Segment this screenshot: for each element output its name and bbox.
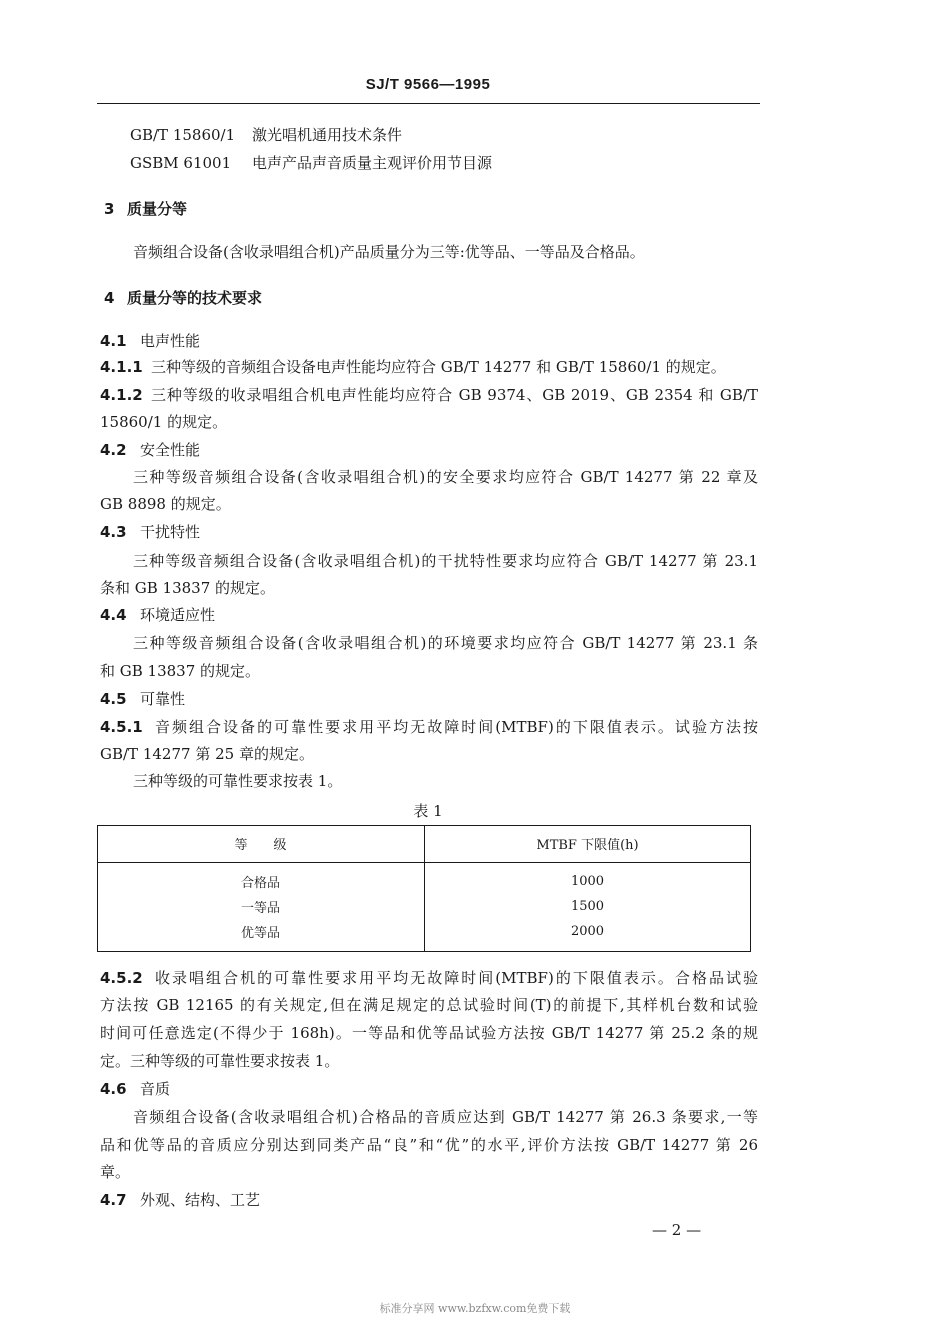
clause-4-5-2-line-2: 方法按 GB 12165 的有关规定,但在满足规定的总试验时间(T)的前提下,其样机台数和试验 [100, 996, 758, 1014]
clause-4-5-1-line-1: 音频组合设备的可靠性要求用平均无故障时间(MTBF)的下限值表示。试验方法按 [155, 718, 758, 736]
section-3-title: 质量分等 [127, 200, 188, 218]
table-cell-mtbf: 1000 [570, 874, 605, 889]
clause-4-5-2-line-3: 时间可任意选定(不得少于 168h)。一等品和优等品试验方法按 GB/T 14277 第 25.2 条的规 [100, 1024, 758, 1042]
clause-4-1-number: 4.1 [100, 332, 127, 350]
ref-title-2: 电声产品声音质量主观评价用节目源 [252, 154, 493, 172]
table-cell-grade: 优等品 [240, 926, 280, 941]
clause-4-5-1-line-2: GB/T 14277 第 25 章的规定。 [100, 745, 314, 763]
clause-4-3-line-2: 条和 GB 13837 的规定。 [100, 579, 276, 597]
clause-4-4-line-1: 三种等级音频组合设备(含收录唱组合机)的环境要求均应符合 GB/T 14277 第 23.1 条 [133, 634, 758, 652]
header-rule [97, 103, 760, 104]
page-number: — 2 — [652, 1221, 702, 1239]
section-4-number: 4 [104, 289, 115, 307]
table-cell-mtbf: 2000 [570, 924, 605, 939]
section-3-body: 音频组合设备(含收录唱组合机)产品质量分为三等:优等品、一等品及合格品。 [133, 243, 645, 261]
table-header-row [97, 825, 751, 863]
clause-4-5-2-number: 4.5.2 [100, 969, 143, 987]
clause-4-6-line-3: 章。 [100, 1163, 131, 1181]
clause-4-4-title: 环境适应性 [140, 606, 216, 624]
clause-4-5-1-line-3: 三种等级的可靠性要求按表 1。 [133, 772, 343, 790]
section-4-title: 质量分等的技术要求 [127, 289, 263, 307]
clause-4-3-number: 4.3 [100, 523, 127, 541]
clause-4-5-2-line-1: 收录唱组合机的可靠性要求用平均无故障时间(MTBF)的下限值表示。合格品试验 [155, 969, 758, 987]
table-cell-grade: 合格品 [240, 876, 280, 891]
table-1 [97, 825, 751, 944]
clause-4-7-title: 外观、结构、工艺 [140, 1191, 261, 1209]
clause-4-2-line-2: GB 8898 的规定。 [100, 495, 231, 513]
table-row [97, 919, 751, 944]
ref-code-1: GB/T 15860/1 [130, 126, 236, 144]
clause-4-5-number: 4.5 [100, 690, 127, 708]
clause-4-6-line-1: 音频组合设备(含收录唱组合机)合格品的音质应达到 GB/T 14277 第 26.3 条要求,一等 [133, 1108, 758, 1126]
clause-4-5-title: 可靠性 [140, 690, 186, 708]
document-code-header: SJ/T 9566—1995 [365, 76, 491, 93]
clause-4-2-number: 4.2 [100, 441, 127, 459]
clause-4-1-1-number: 4.1.1 [100, 358, 143, 376]
table-header-grade: 等 级 [97, 825, 424, 863]
table-cell-grade: 一等品 [240, 901, 280, 916]
clause-4-1-2-line-1: 三种等级的收录唱组合机电声性能均应符合 GB 9374、GB 2019、GB 2354 和 GB/T [151, 386, 758, 404]
clause-4-5-2-line-4: 定。三种等级的可靠性要求按表 1。 [100, 1052, 340, 1070]
clause-4-4-number: 4.4 [100, 606, 127, 624]
clause-4-2-title: 安全性能 [140, 441, 201, 459]
table-header-mtbf: MTBF 下限值(h) [424, 825, 751, 863]
clause-4-3-line-1: 三种等级音频组合设备(含收录唱组合机)的干扰特性要求均应符合 GB/T 14277 第 23.1 [133, 552, 758, 570]
clause-4-1-2-number: 4.1.2 [100, 386, 143, 404]
clause-4-4-line-2: 和 GB 13837 的规定。 [100, 662, 261, 680]
clause-4-6-line-2: 品和优等品的音质应分别达到同类产品“良”和“优”的水平,评价方法按 GB/T 14277 第 26 [100, 1136, 758, 1154]
clause-4-2-line-1: 三种等级音频组合设备(含收录唱组合机)的安全要求均应符合 GB/T 14277 第 22 章及 [133, 468, 758, 486]
clause-4-7-number: 4.7 [100, 1191, 127, 1209]
section-3-number: 3 [104, 200, 115, 218]
clause-4-3-title: 干扰特性 [140, 523, 201, 541]
clause-4-1-title: 电声性能 [140, 332, 201, 350]
clause-4-6-number: 4.6 [100, 1080, 127, 1098]
table-1-caption: 表 1 [413, 802, 443, 820]
watermark-footer: 标准分享网 www.bzfxw.com免费下载 [379, 1302, 571, 1315]
ref-title-1: 激光唱机通用技术条件 [252, 126, 403, 144]
clause-4-1-2-line-2: 15860/1 的规定。 [100, 413, 228, 431]
clause-4-1-1-text: 三种等级的音频组合设备电声性能均应符合 GB/T 14277 和 GB/T 15860/1 的规定。 [151, 358, 726, 376]
table-cell-mtbf: 1500 [570, 899, 605, 914]
clause-4-5-1-number: 4.5.1 [100, 718, 143, 736]
table-row [97, 863, 751, 895]
clause-4-6-title: 音质 [140, 1080, 171, 1098]
ref-code-2: GSBM 61001 [130, 154, 232, 172]
table-row [97, 894, 751, 919]
